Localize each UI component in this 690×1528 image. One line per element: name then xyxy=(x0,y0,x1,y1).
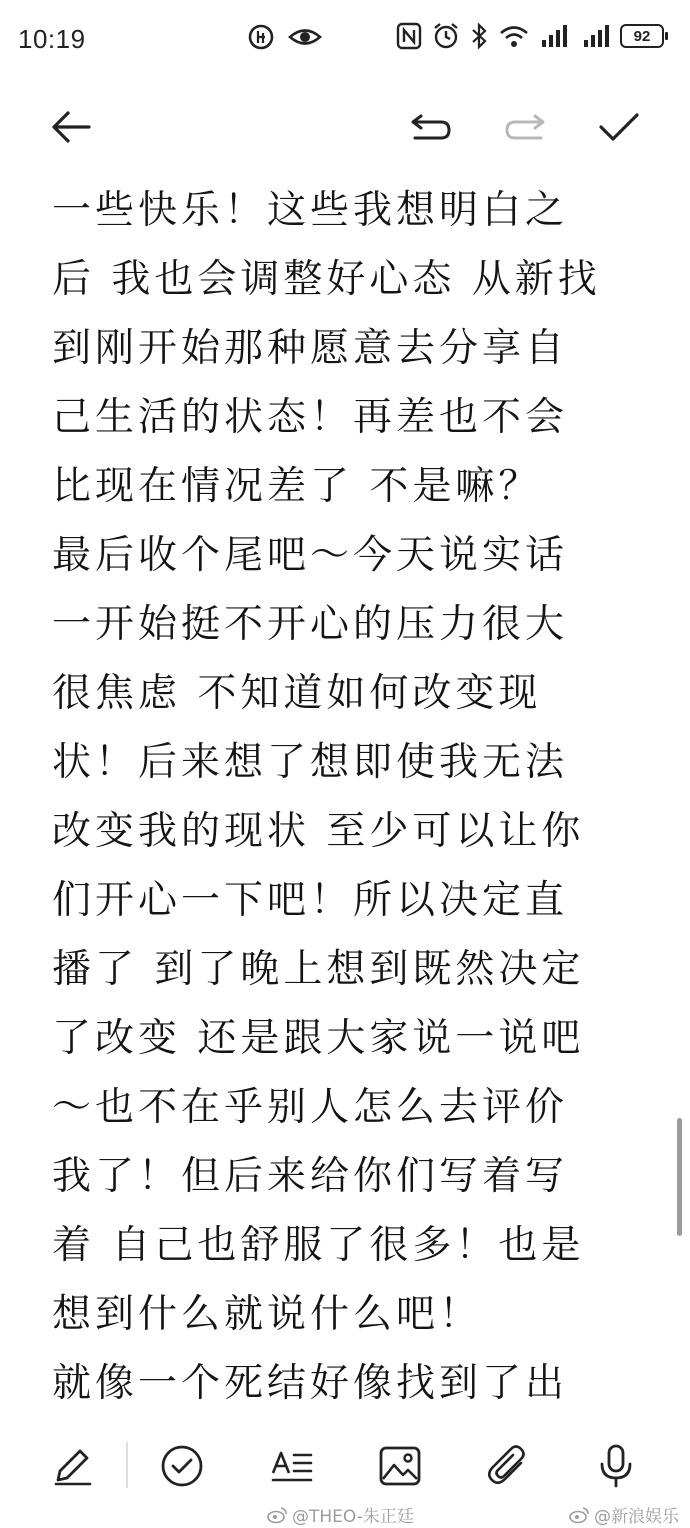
eye-icon xyxy=(288,22,322,52)
note-line: 们开心一下吧！所以决定直 xyxy=(52,878,569,923)
watermark-left-text: @THEO-朱正廷 xyxy=(292,1507,414,1527)
handwriting-button[interactable] xyxy=(44,1438,100,1494)
app-notification-icon xyxy=(246,22,276,52)
weibo-logo-icon xyxy=(266,1506,288,1524)
note-body[interactable] xyxy=(52,176,652,1420)
note-line: 最后收个尾吧～今天说实话 xyxy=(52,533,569,578)
signal-icon xyxy=(540,23,572,49)
watermark-right xyxy=(568,1502,679,1527)
microphone-icon xyxy=(596,1443,636,1489)
note-line: 着 自己也舒服了很多！也是 xyxy=(52,1223,585,1268)
note-line: 状！后来想了想即使我无法 xyxy=(52,740,569,785)
note-line: 播了 到了晚上想到既然决定 xyxy=(52,947,585,992)
checklist-button[interactable] xyxy=(154,1438,210,1494)
status-time: 10:19 xyxy=(18,24,86,54)
weibo-logo-icon xyxy=(568,1506,590,1524)
alarm-icon xyxy=(432,22,460,50)
attachment-icon xyxy=(485,1443,531,1489)
undo-icon xyxy=(409,112,453,142)
note-line: 就像一个死结好像找到了出 xyxy=(52,1361,569,1406)
note-line: 我了！但后来给你们写着写 xyxy=(52,1154,569,1199)
insert-image-button[interactable] xyxy=(372,1438,428,1494)
back-arrow-icon xyxy=(50,109,92,145)
text-format-button[interactable] xyxy=(264,1438,320,1494)
wifi-icon xyxy=(498,22,530,50)
redo-button[interactable] xyxy=(500,102,550,152)
note-line: 后 我也会调整好心态 从新找 xyxy=(52,257,601,302)
status-right-icons xyxy=(396,22,614,50)
redo-icon xyxy=(503,112,547,142)
note-line: 己生活的状态！再差也不会 xyxy=(52,395,569,440)
status-bar xyxy=(0,0,690,76)
scrollbar[interactable] xyxy=(677,1118,682,1236)
bottom-toolbar xyxy=(0,1430,690,1528)
note-line: 很焦虑 不知道如何改变现 xyxy=(52,671,542,716)
nfc-icon xyxy=(396,22,422,50)
checklist-icon xyxy=(159,1443,205,1489)
status-left-icons xyxy=(246,22,322,52)
note-line: 了改变 还是跟大家说一说吧 xyxy=(52,1016,585,1061)
note-line: 比现在情况差了 不是嘛？ xyxy=(52,464,542,509)
checkmark-icon xyxy=(597,110,641,144)
image-icon xyxy=(377,1443,423,1489)
note-line: 到刚开始那种愿意去分享自 xyxy=(52,326,569,371)
watermark-right-text: @新浪娱乐 xyxy=(594,1507,679,1527)
undo-button[interactable] xyxy=(406,102,456,152)
confirm-button[interactable] xyxy=(594,102,644,152)
attachment-button[interactable] xyxy=(480,1438,536,1494)
note-line: 想到什么就说什么吧！ xyxy=(52,1292,483,1337)
battery-indicator: 92 xyxy=(620,24,664,48)
signal-icon xyxy=(582,23,614,49)
note-line: ～也不在乎别人怎么去评价 xyxy=(52,1085,569,1130)
toolbar-divider xyxy=(126,1442,128,1488)
note-toolbar xyxy=(0,92,690,162)
note-line: 改变我的现状 至少可以让你 xyxy=(52,809,585,854)
watermark-left xyxy=(266,1502,414,1527)
note-line: 一开始挺不开心的压力很大 xyxy=(52,602,569,647)
note-line: 一些快乐！这些我想明白之 xyxy=(52,188,569,233)
text-format-icon xyxy=(269,1443,315,1489)
back-button[interactable] xyxy=(46,102,96,152)
bluetooth-icon xyxy=(470,22,488,50)
voice-input-button[interactable] xyxy=(588,1438,644,1494)
pen-icon xyxy=(50,1444,94,1488)
